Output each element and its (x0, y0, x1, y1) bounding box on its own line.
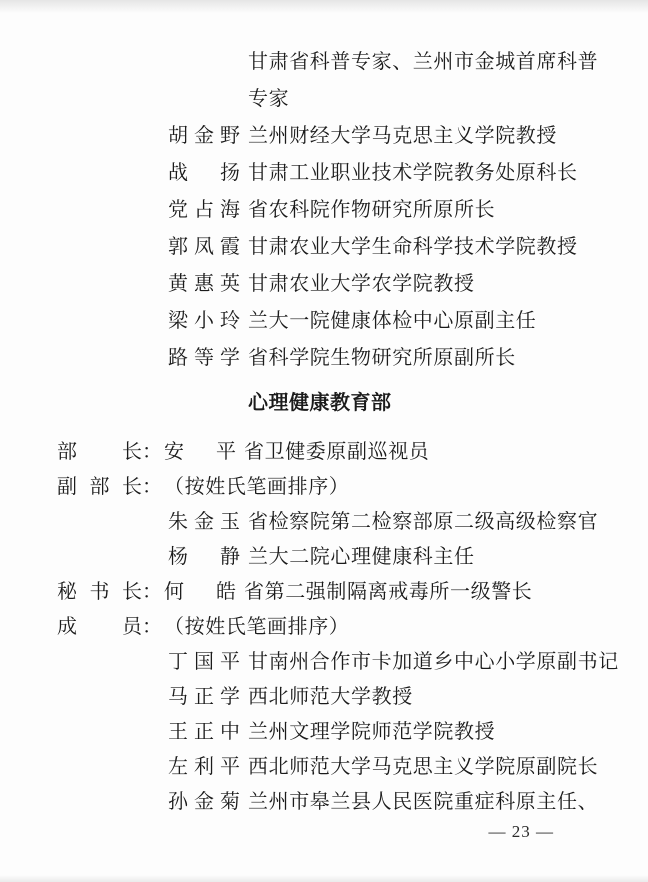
role-label: 部长 (57, 441, 142, 463)
member-title: 西北师范大学教授 (248, 686, 413, 708)
member-title: 甘肃农业大学农学院教授 (248, 273, 475, 295)
member-name: 路等学 (168, 347, 240, 369)
member-name: 党占海 (168, 199, 240, 221)
member-name: 左利平 (168, 756, 240, 778)
member-name: 黄惠英 (168, 273, 240, 295)
member-title: 兰大一院健康体检中心原副主任 (248, 310, 537, 332)
roles-section (0, 435, 648, 820)
member-row (0, 785, 648, 820)
role-title: 省卫健委原副巡视员 (244, 441, 430, 463)
document-content (0, 44, 648, 820)
member-row (0, 505, 648, 540)
member-name: 胡金野 (168, 125, 240, 147)
member-name: 马正学 (168, 686, 240, 708)
colon: ： (142, 476, 162, 498)
sort-note: （按姓氏笔画排序） (164, 616, 350, 638)
member-row (0, 715, 648, 750)
role-label: 秘书长 (57, 581, 142, 603)
member-row (0, 229, 648, 266)
member-row (0, 540, 648, 575)
role-row (0, 610, 648, 645)
member-title: 甘南州合作市卡加道乡中心小学原副书记 (248, 651, 619, 673)
role-row (0, 575, 648, 610)
member-row (0, 303, 648, 340)
role-title: 省第二强制隔离戒毒所一级警长 (244, 581, 533, 603)
member-row (0, 155, 648, 192)
member-row (0, 192, 648, 229)
member-title: 甘肃工业职业技术学院教务处原科长 (248, 162, 578, 184)
role-row (0, 435, 648, 470)
member-title: 兰州文理学院师范学院教授 (248, 721, 496, 743)
member-title: 甘肃农业大学生命科学技术学院教授 (248, 236, 578, 258)
role-row (0, 470, 648, 505)
member-name: 战 扬 (168, 162, 240, 184)
member-title: 兰州财经大学马克思主义学院教授 (248, 125, 557, 147)
role-label: 成员 (57, 616, 142, 638)
member-title: 省农科院作物研究所原所长 (248, 199, 496, 221)
sort-note: （按姓氏笔画排序） (164, 476, 350, 498)
member-title: 省检察院第二检察部原二级高级检察官 (248, 511, 599, 533)
colon: ： (142, 581, 162, 603)
member-name: 孙金菊 (168, 791, 240, 813)
member-title: 省科学院生物研究所原副所长 (248, 347, 516, 369)
member-row (0, 340, 648, 377)
member-title: 西北师范大学马克思主义学院原副院长 (248, 756, 599, 778)
continuation-line (0, 81, 648, 118)
member-name: 郭凤霞 (168, 236, 240, 258)
continuation-text: 甘肃省科普专家、兰州市金城首席科普 (248, 51, 599, 73)
member-row (0, 266, 648, 303)
member-row (0, 750, 648, 785)
continuation-text: 专家 (248, 88, 290, 110)
page-top-shadow (0, 0, 648, 13)
member-name: 王正中 (168, 721, 240, 743)
colon: ： (142, 616, 162, 638)
page-number: — 23 — (488, 822, 554, 841)
page-bottom-shadow (0, 875, 648, 882)
member-title: 兰州市皋兰县人民医院重症科原主任、 (248, 791, 599, 813)
member-name: 丁国平 (168, 651, 240, 673)
role-name: 安 平 (164, 441, 236, 463)
colon: ： (142, 441, 162, 463)
section-heading (0, 383, 648, 423)
role-name: 何 皓 (164, 581, 236, 603)
section-heading-text: 心理健康教育部 (248, 392, 392, 414)
member-name: 梁小玲 (168, 310, 240, 332)
member-title: 兰大二院心理健康科主任 (248, 546, 475, 568)
continuation-line (0, 44, 648, 81)
member-name: 杨 静 (168, 546, 240, 568)
member-row (0, 645, 648, 680)
member-row (0, 118, 648, 155)
member-name: 朱金玉 (168, 511, 240, 533)
role-label: 副部长 (57, 476, 142, 498)
member-row (0, 680, 648, 715)
